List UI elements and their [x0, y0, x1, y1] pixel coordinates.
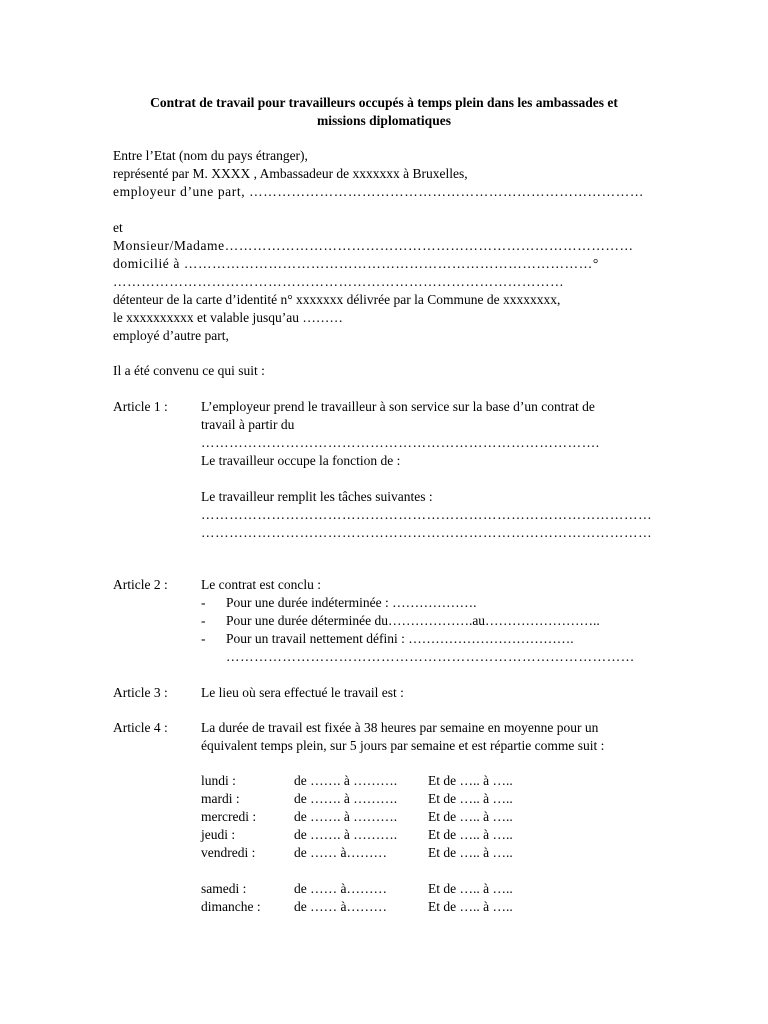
schedule-hours-2: Et de ….. à ….. — [428, 791, 513, 806]
title-line-2: missions diplomatiques — [317, 113, 451, 128]
schedule-hours-2: Et de ….. à ….. — [428, 809, 513, 824]
schedule-hours-1: de ……. à ………. — [294, 827, 398, 842]
document-title — [100, 94, 668, 130]
schedule-day: samedi : — [201, 881, 247, 896]
article-3-label: Article 3 : — [113, 685, 168, 700]
article-4-label: Article 4 : — [113, 720, 168, 735]
parties-line: domicilié à ……………………………………………………………………………° — [113, 256, 599, 271]
schedule-hours-1: de …… à……… — [294, 881, 387, 896]
bullet-dash: - — [201, 631, 206, 646]
parties-line: Il a été convenu ce qui suit : — [113, 363, 265, 378]
article-1-line: …………………………………………………………………………. — [201, 435, 600, 450]
schedule-day: mardi : — [201, 791, 240, 806]
schedule-hours-2: Et de ….. à ….. — [428, 899, 513, 914]
schedule-hours-1: de ……. à ………. — [294, 773, 398, 788]
parties-line: Entre l’Etat (nom du pays étranger), — [113, 148, 308, 163]
article-2-label: Article 2 : — [113, 577, 168, 592]
article-1-line: Le travailleur occupe la fonction de : — [201, 453, 401, 468]
parties-line: détenteur de la carte d’identité n° xxxxxxx délivrée par la Commune de xxxxxxxx, — [113, 292, 561, 307]
title-line-1: Contrat de travail pour travailleurs occupés à temps plein dans les ambassades et — [150, 95, 618, 110]
article-4-line: équivalent temps plein, sur 5 jours par semaine et est répartie comme suit : — [201, 738, 605, 753]
parties-line: et — [113, 220, 123, 235]
article-1-line: …………………………………………………………………………………… — [201, 507, 653, 522]
article-2-option: Pour un travail nettement défini : ………………………………. — [226, 631, 574, 646]
article-3-line: Le lieu où sera effectué le travail est : — [201, 685, 404, 700]
article-2-line: Le contrat est conclu : — [201, 577, 321, 592]
bullet-dash: - — [201, 595, 206, 610]
article-1-line: L’employeur prend le travailleur à son service sur la base d’un contrat de — [201, 399, 595, 414]
parties-line: …………………………………………………………………………………… — [113, 274, 565, 289]
schedule-day: vendredi : — [201, 845, 256, 860]
article-2-line: …………………………………………………………………………… — [226, 649, 635, 664]
article-1-line: travail à partir du — [201, 417, 295, 432]
schedule-hours-1: de ……. à ………. — [294, 809, 398, 824]
article-2-option: Pour une durée indéterminée : ………………. — [226, 595, 477, 610]
schedule-day: lundi : — [201, 773, 236, 788]
schedule-hours-2: Et de ….. à ….. — [428, 773, 513, 788]
schedule-day: mercredi : — [201, 809, 257, 824]
article-1-line: Le travailleur remplit les tâches suivantes : — [201, 489, 433, 504]
parties-line: représenté par M. XXXX , Ambassadeur de xxxxxxx à Bruxelles, — [113, 166, 468, 181]
schedule-hours-1: de …… à……… — [294, 845, 387, 860]
schedule-day: dimanche : — [201, 899, 261, 914]
parties-line: le xxxxxxxxxx et valable jusqu’au ……… — [113, 310, 343, 325]
article-4-line: La durée de travail est fixée à 38 heures par semaine en moyenne pour un — [201, 720, 599, 735]
article-1-label: Article 1 : — [113, 399, 168, 414]
schedule-day: jeudi : — [201, 827, 236, 842]
article-1-line: …………………………………………………………………………………… — [201, 525, 653, 540]
parties-line: employeur d’une part, ………………………………………………………………………… — [113, 184, 644, 199]
schedule-hours-1: de ……. à ………. — [294, 791, 398, 806]
parties-line: Monsieur/Madame…………………………………………………………………………… — [113, 238, 634, 253]
parties-line: employé d’autre part, — [113, 328, 229, 343]
schedule-hours-2: Et de ….. à ….. — [428, 827, 513, 842]
schedule-hours-2: Et de ….. à ….. — [428, 845, 513, 860]
schedule-hours-1: de …… à……… — [294, 899, 387, 914]
article-2-option: Pour une durée déterminée du……………….au…………………….. — [226, 613, 600, 628]
schedule-hours-2: Et de ….. à ….. — [428, 881, 513, 896]
bullet-dash: - — [201, 613, 206, 628]
